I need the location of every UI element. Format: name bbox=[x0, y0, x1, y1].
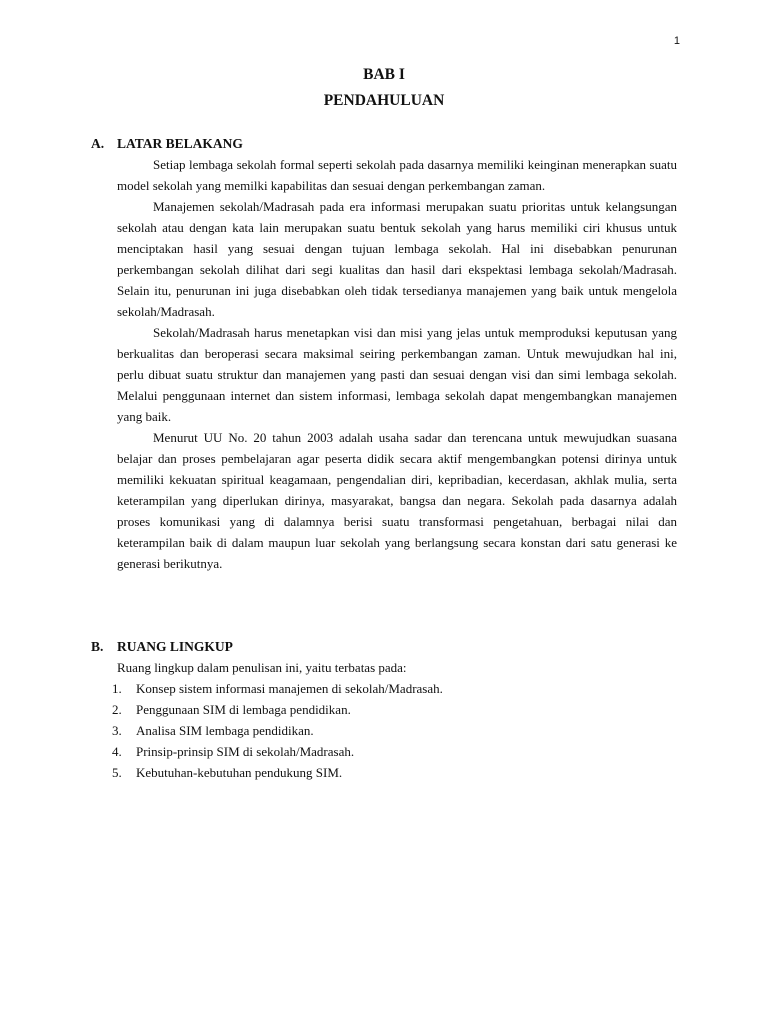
chapter-heading bbox=[0, 62, 768, 114]
list-item-number: 4. bbox=[112, 744, 122, 759]
chapter-title: PENDAHULUAN bbox=[323, 92, 445, 109]
paragraph: Sekolah/Madrasah harus menetapkan visi dan misi yang jelas untuk memproduksi keputusan yang berkualitas dan beroperasi secara maksimal seiring perkembangan zaman. Untuk mewujudkan hal ini, perlu dibuat suatu struktur dan manajemen yang pasti dan sesuai dengan visi dan simi lembaga sekolah. Melalui penggunaan internet dan sistem informasi, lembaga sekolah dapat mengembangkan manajemen yang baik. bbox=[117, 325, 677, 424]
list-item-text: Prinsip-prinsip SIM di sekolah/Madrasah. bbox=[136, 744, 355, 759]
paragraph: Menurut UU No. 20 tahun 2003 adalah usaha sadar dan terencana untuk mewujudkan suasana belajar dan proses pembelajaran agar peserta didik secara aktif mengembangkan potensi dirinya untuk memiliki kekuatan spiritual keagamaan, pengendalian diri, kepribadian, kecerdasan, akhlak mulia, serta keterampilan yang diperlukan dirinya, masyarakat, bangsa dan negara. Sekolah pada dasarnya adalah proses komunikasi yang di dalamnya berisi suatu transformasi pengetahuan, berbagai nilai dan keterampilan baik di dalam maupun luar sekolah yang berlangsung secara konstan dari satu generasi ke generasi berikutnya. bbox=[117, 430, 677, 571]
list-item-number: 5. bbox=[112, 765, 122, 780]
scope-list bbox=[112, 678, 672, 783]
section-a-heading bbox=[91, 135, 243, 153]
section-a-body bbox=[117, 154, 677, 574]
list-item-number: 1. bbox=[112, 681, 122, 696]
section-b-letter: B. bbox=[91, 639, 104, 654]
list-item-text: Kebutuhan-kebutuhan pendukung SIM. bbox=[136, 765, 343, 780]
list-item-text: Analisa SIM lembaga pendidikan. bbox=[136, 723, 314, 738]
list-item bbox=[112, 741, 672, 762]
page-number: 1 bbox=[673, 35, 680, 47]
list-item-text: Konsep sistem informasi manajemen di sekolah/Madrasah. bbox=[136, 681, 443, 696]
list-item-number: 3. bbox=[112, 723, 122, 738]
paragraph: Setiap lembaga sekolah formal seperti sekolah pada dasarnya memiliki keinginan menerapkan suatu model sekolah yang memilki kapabilitas dan sesuai dengan perkembangan zaman. bbox=[117, 157, 677, 193]
list-item bbox=[112, 762, 672, 783]
section-b-intro: Ruang lingkup dalam penulisan ini, yaitu terbatas pada: bbox=[117, 660, 407, 675]
list-item bbox=[112, 699, 672, 720]
list-item-text: Penggunaan SIM di lembaga pendidikan. bbox=[136, 702, 351, 717]
paragraph: Manajemen sekolah/Madrasah pada era informasi merupakan suatu prioritas untuk kelangsungan sekolah atau dengan kata lain merupakan suatu bentuk sekolah yang harus memiliki ciri khusus untuk menciptakan hasil yang sesuai dengan tujuan lembaga sekolah. Hal ini disebabkan penurunan perkembangan sekolah dilihat dari segi kualitas dan hasil dari ekspektasi lembaga sekolah/Madrasah. Selain itu, penurunan ini juga disebabkan oleh tidak tersedianya manajemen yang baik untuk mengelola sekolah/Madrasah. bbox=[117, 199, 677, 319]
section-b-heading bbox=[91, 638, 233, 656]
section-a-title: LATAR BELAKANG bbox=[117, 136, 243, 151]
list-item bbox=[112, 720, 672, 741]
chapter-label: BAB I bbox=[363, 66, 405, 83]
list-item-number: 2. bbox=[112, 702, 122, 717]
list-item bbox=[112, 678, 672, 699]
section-b-title: RUANG LINGKUP bbox=[117, 639, 233, 654]
section-a-letter: A. bbox=[91, 136, 105, 151]
